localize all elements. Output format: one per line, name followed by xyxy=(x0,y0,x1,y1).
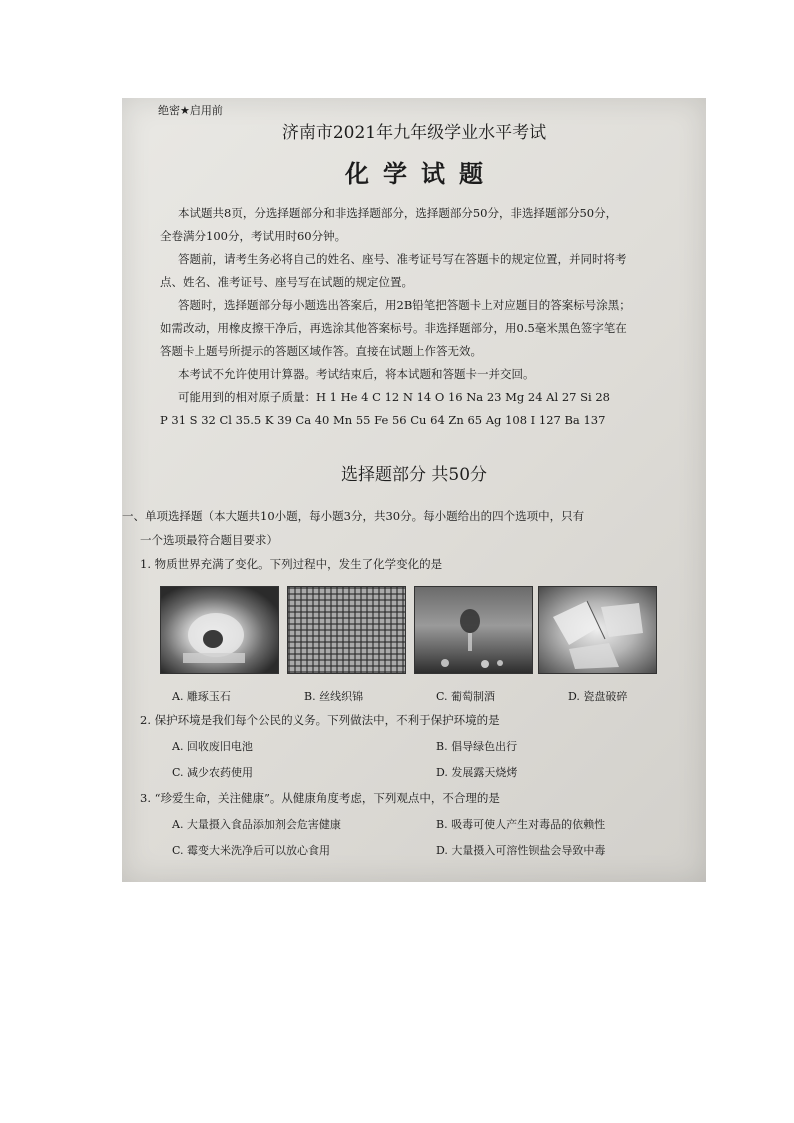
question-2-option-b: B. 倡导绿色出行 xyxy=(436,740,518,753)
instruction-line: 点、姓名、准考证号、座号写在试题的规定位置。 xyxy=(160,275,413,289)
question-1-option-c: C. 葡萄制酒 xyxy=(436,690,496,703)
question-3-stem: 3. “珍爱生命，关注健康”。从健康角度考虑，下列观点中，不合理的是 xyxy=(140,791,500,805)
instruction-line: 如需改动，用橡皮擦干净后，再选涂其他答案标号。非选择题部分，用0.5毫米黑色签字笔在 xyxy=(160,321,627,335)
instruction-line: 答题前，请考生务必将自己的姓名、座号、准考证号写在答题卡的规定位置，并同时将考 xyxy=(178,252,627,266)
broken-plate-image xyxy=(538,586,657,674)
instruction-line: 答题时，选择题部分每小题选出答案后，用2B铅笔把答题卡上对应题目的答案标号涂黑； xyxy=(178,298,631,312)
question-1-option-a: A. 雕琢玉石 xyxy=(172,690,231,703)
question-2-option-c: C. 减少农药使用 xyxy=(172,766,254,779)
question-2-option-a: A. 回收废旧电池 xyxy=(172,740,253,753)
instruction-line: 本考试不允许使用计算器。考试结束后，将本试题和答题卡一并交回。 xyxy=(178,367,535,381)
question-3-option-d: D. 大量摄入可溶性钡盐会导致中毒 xyxy=(436,844,606,857)
atomic-mass-line: 可能用到的相对原子质量：H 1 He 4 C 12 N 14 O 16 Na 23 Mg 24 Al 27 Si 28 xyxy=(178,390,610,404)
instruction-line: 本试题共8页，分选择题部分和非选择题部分，选择题部分50分，非选择题部分50分， xyxy=(178,206,618,220)
part-heading: 一、单项选择题（本大题共10小题，每小题3分，共30分。每小题给出的四个选项中，只有 xyxy=(122,509,585,523)
confidential-label: 绝密★启用前 xyxy=(158,104,223,117)
part-heading: 一个选项最符合题目要求） xyxy=(140,533,278,547)
question-3-option-c: C. 霉变大米洗净后可以放心食用 xyxy=(172,844,331,857)
question-2-option-d: D. 发展露天烧烤 xyxy=(436,766,518,779)
silk-weaving-image xyxy=(287,586,406,674)
exam-title: 济南市2021年九年级学业水平考试 xyxy=(281,123,547,143)
instruction-line: 答题卡上题号所提示的答题区域作答。直接在试题上作答无效。 xyxy=(160,344,482,358)
instruction-line: 全卷满分100分，考试用时60分钟。 xyxy=(160,229,347,243)
exam-paper-photo xyxy=(122,98,706,882)
question-1-option-d: D. 瓷盘破碎 xyxy=(568,690,628,703)
question-1-stem: 1. 物质世界充满了变化。下列过程中，发生了化学变化的是 xyxy=(140,557,443,571)
question-2-stem: 2. 保护环境是我们每个公民的义务。下列做法中，不利于保护环境的是 xyxy=(140,713,500,727)
question-3-option-a: A. 大量摄入食品添加剂会危害健康 xyxy=(172,818,341,831)
question-1-option-b: B. 丝线织锦 xyxy=(304,690,364,703)
section-title: 选择题部分 共50分 xyxy=(340,465,488,485)
jade-carving-image xyxy=(160,586,279,674)
wine-glass-image xyxy=(414,586,533,674)
subject-title: 化学试题 xyxy=(345,159,497,188)
question-3-option-b: B. 吸毒可使人产生对毒品的依赖性 xyxy=(436,818,606,831)
atomic-mass-line: P 31 S 32 Cl 35.5 K 39 Ca 40 Mn 55 Fe 56 Cu 64 Zn 65 Ag 108 I 127 Ba 137 xyxy=(160,413,606,427)
